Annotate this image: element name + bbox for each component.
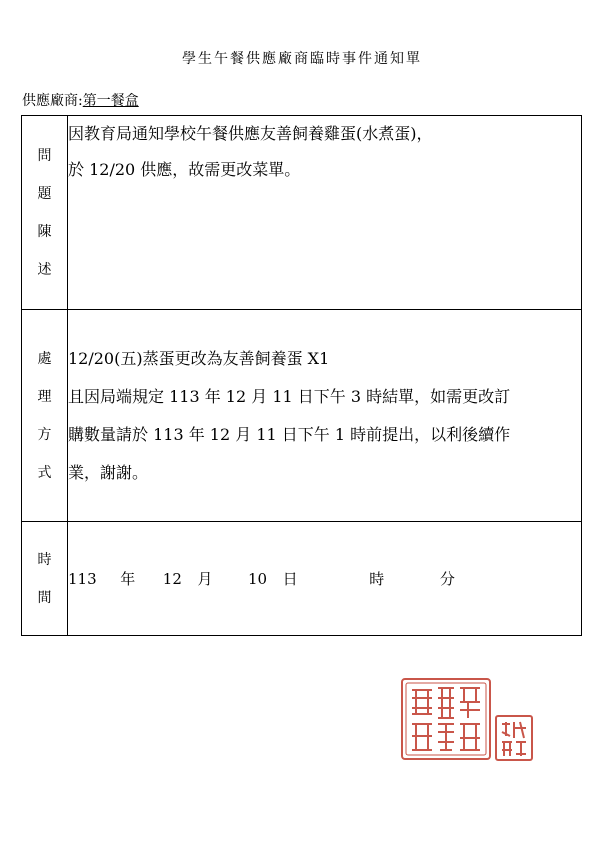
problem-row bbox=[22, 116, 582, 310]
vendor-label: 供應廠商: bbox=[22, 93, 83, 109]
handling-line: 12/20(五)蒸蛋更改為友善飼養蛋 X1 bbox=[68, 348, 330, 368]
page-title: 學生午餐供應廠商臨時事件通知單 bbox=[182, 51, 422, 67]
handling-label-char: 處 bbox=[37, 350, 52, 367]
vendor-name: 第一餐盒 bbox=[82, 93, 139, 109]
problem-label-char: 述 bbox=[37, 261, 52, 278]
problem-label-char: 陳 bbox=[37, 223, 52, 240]
company-seals bbox=[398, 676, 538, 766]
time-label-cell bbox=[22, 522, 68, 636]
handling-label-char: 方 bbox=[37, 426, 52, 443]
handling-content bbox=[68, 310, 582, 522]
time-hour-unit: 時 bbox=[369, 570, 385, 588]
handling-label-cell bbox=[22, 310, 68, 522]
problem-label-cell bbox=[22, 116, 68, 310]
time-label-char: 間 bbox=[37, 589, 52, 606]
time-month: 12 bbox=[162, 570, 182, 588]
time-year: 113 bbox=[68, 570, 97, 588]
handling-line: 業，謝謝。 bbox=[68, 462, 149, 482]
time-label bbox=[22, 541, 67, 617]
vendor-line bbox=[22, 90, 139, 110]
handling-label-char: 理 bbox=[37, 388, 52, 405]
problem-label-char: 題 bbox=[37, 185, 52, 202]
time-content bbox=[68, 522, 582, 636]
time-day: 10 bbox=[248, 570, 268, 588]
handling-line: 購數量請於 113 年 12 月 11 日下午 1 時前提出，以利後續作 bbox=[68, 424, 511, 444]
time-label-char: 時 bbox=[37, 551, 52, 568]
seal-stamp-graphic bbox=[398, 676, 538, 766]
time-minute-unit: 分 bbox=[439, 570, 455, 588]
handling-label-char: 式 bbox=[37, 464, 52, 481]
problem-line: 因教育局通知學校午餐供應友善飼養雞蛋(水煮蛋)， bbox=[68, 124, 433, 143]
problem-content bbox=[68, 116, 582, 310]
time-day-unit: 日 bbox=[282, 570, 298, 588]
problem-line: 於 12/20 供應，故需更改菜單。 bbox=[68, 160, 301, 179]
time-row bbox=[22, 522, 582, 636]
handling-label bbox=[22, 340, 67, 492]
notice-form-table bbox=[21, 115, 582, 636]
time-year-unit: 年 bbox=[120, 570, 136, 588]
handling-line: 且因局端規定 113 年 12 月 11 日下午 3 時結單，如需更改訂 bbox=[68, 386, 511, 406]
time-month-unit: 月 bbox=[197, 570, 213, 588]
problem-label bbox=[22, 137, 67, 289]
problem-label-char: 問 bbox=[37, 147, 52, 164]
handling-row bbox=[22, 310, 582, 522]
